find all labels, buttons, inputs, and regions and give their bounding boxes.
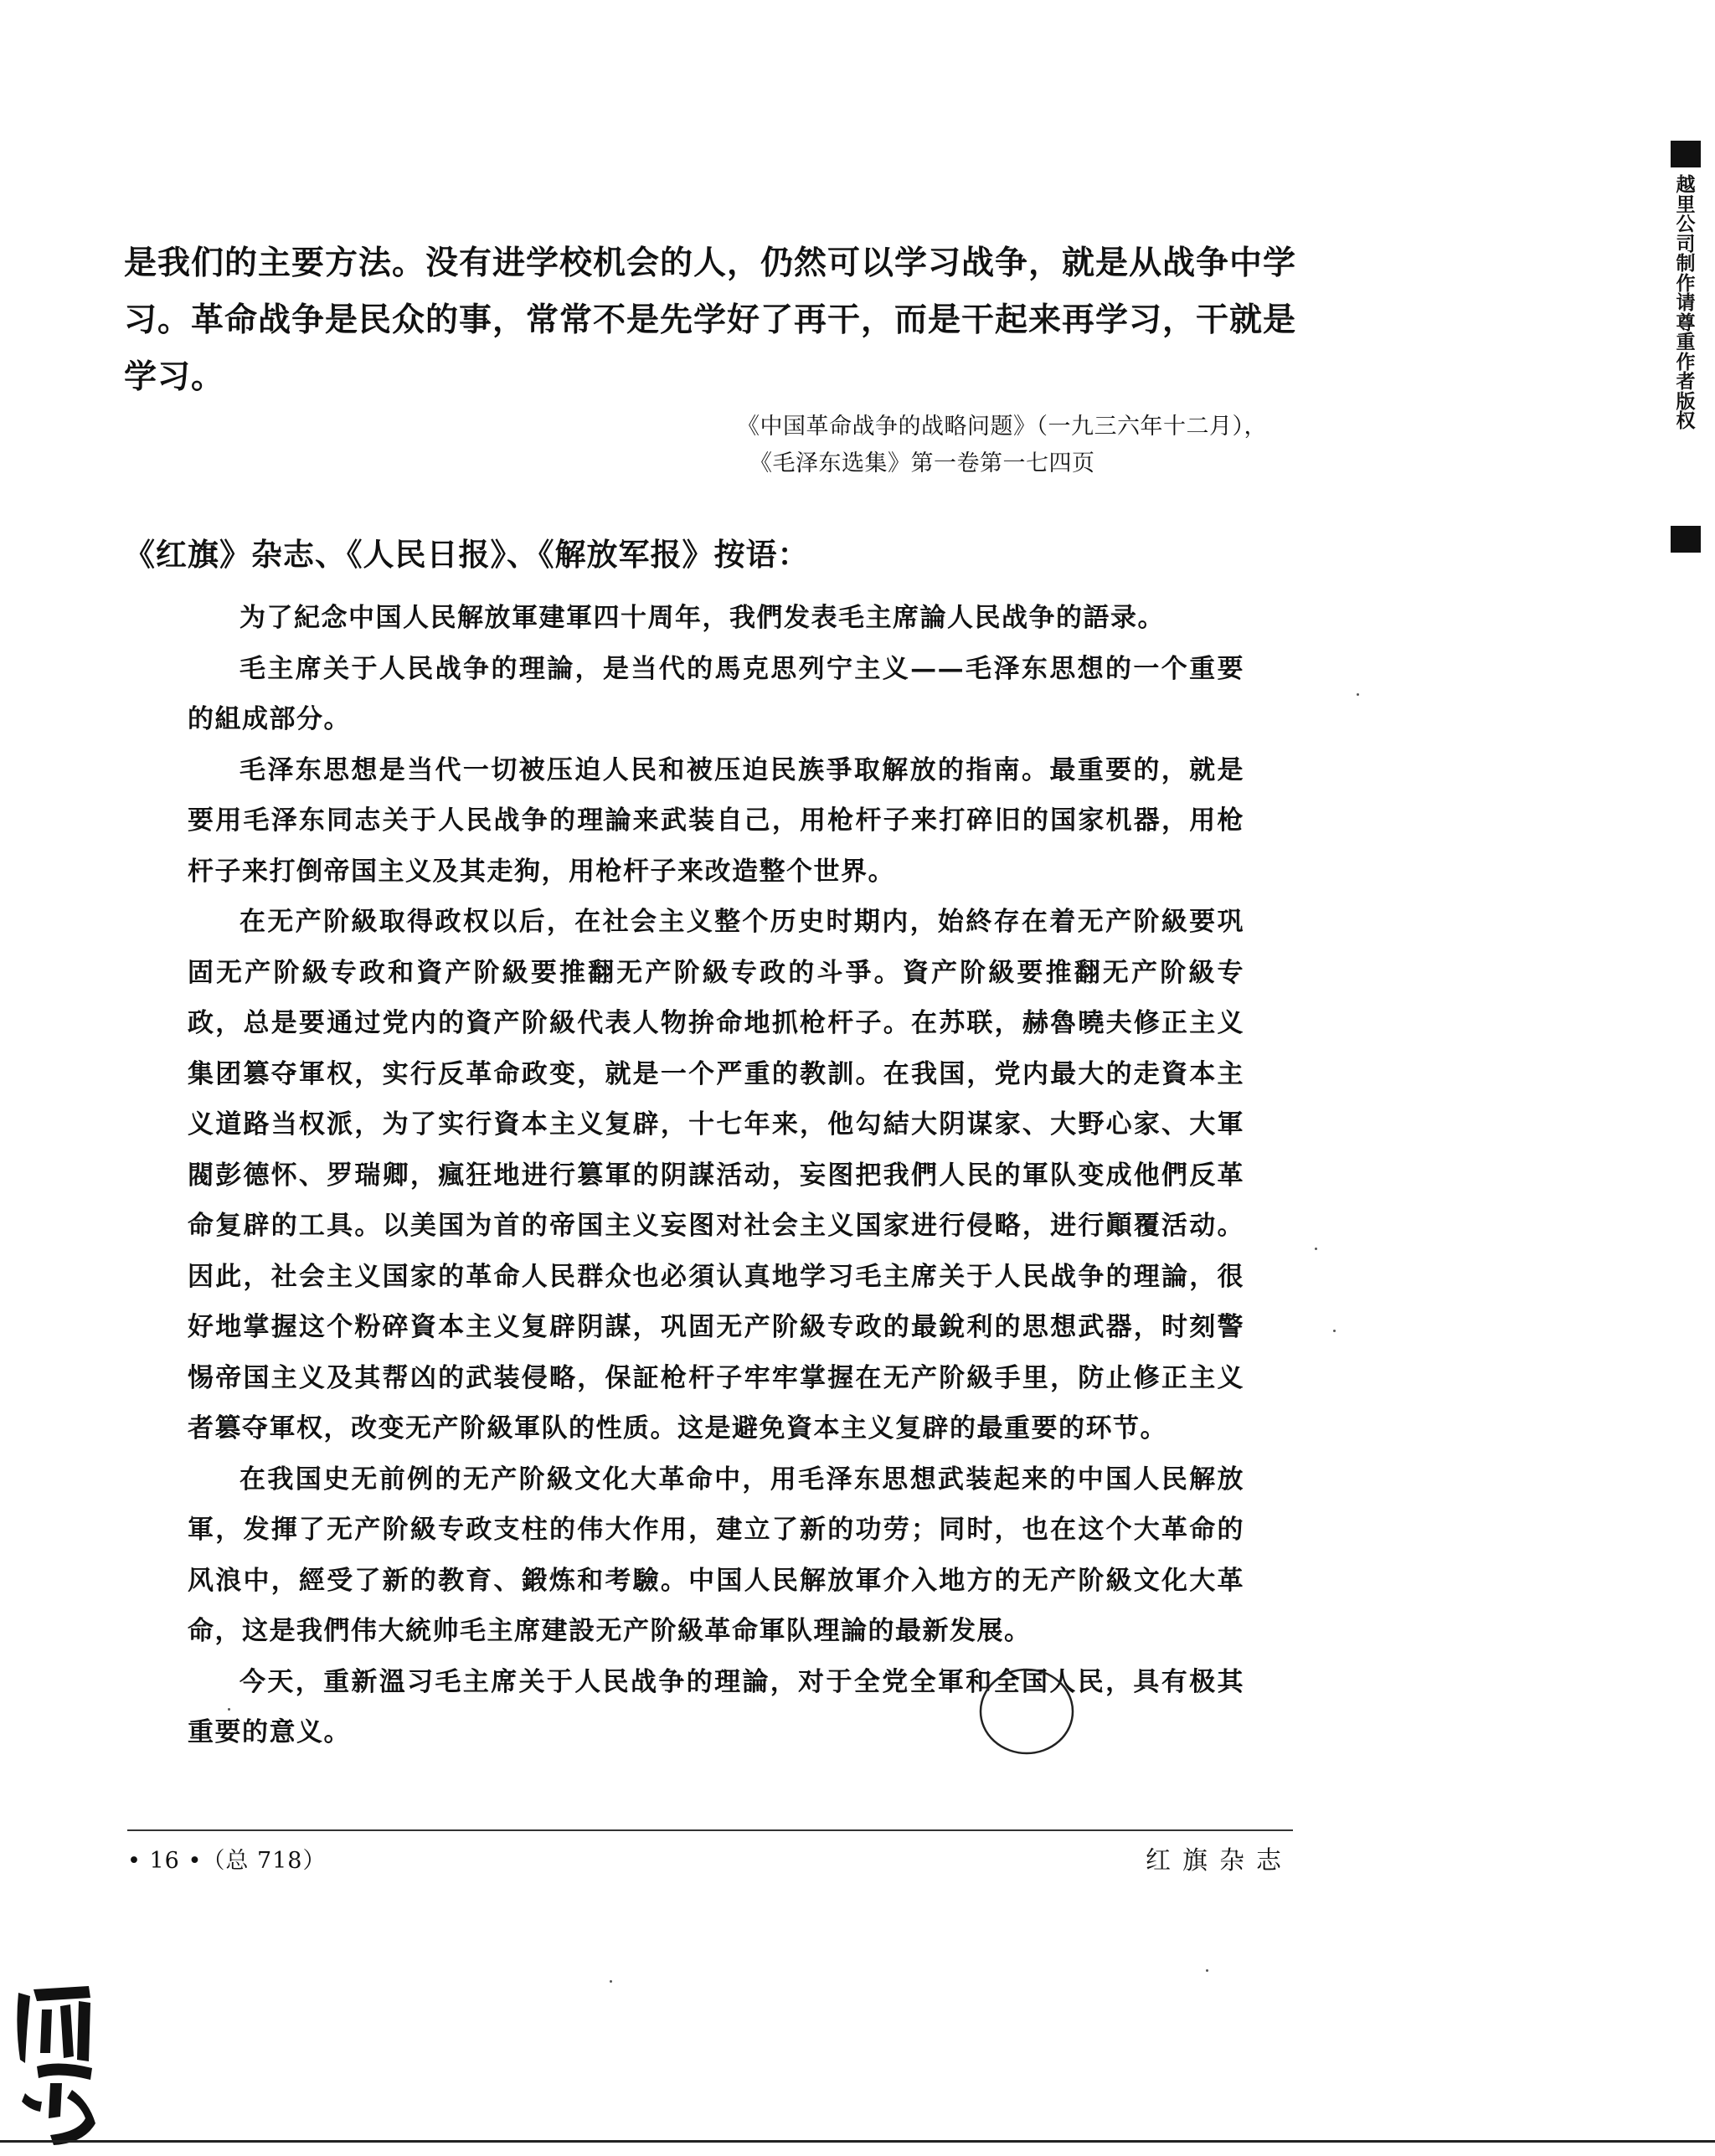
citation-line-1: 《中国革命战争的战略问题》（一九三六年十二月）， (737, 414, 1267, 440)
editorial-paragraph: 今天，重新溫习毛主席关于人民战争的理論，对于全党全軍和全国人民，具有极其重要的意义。 (188, 1666, 1244, 1747)
side-watermark: 越里公司制作请尊重作者版权 (1676, 174, 1696, 432)
editorial-note (188, 593, 1244, 1758)
editorial-paragraph: 在我国史无前例的无产阶級文化大革命中，用毛泽东思想武装起来的中国人民解放軍，发揮了无产阶級专政支柱的伟大作用，建立了新的功劳；同时，也在这个大革命的风浪中，經受了新的教育、鍛炼和考驗。中国人民解放軍介入地方的无产阶級文化大革命，这是我們伟大統帅毛主席建設无产阶級革命軍队理論的最新发展。 (188, 1464, 1244, 1646)
editorial-paragraph: 在无产阶級取得政权以后，在社会主义整个历史时期内，始終存在着无产阶級要巩固无产阶級专政和資产阶級要推翻无产阶級专政的斗爭。資产阶級要推翻无产阶級专政，总是要通过党内的資产阶級代表人物拚命地抓枪杆子。在苏联，赫魯曉夫修正主义集团篡夺軍权，实行反革命政变，就是一个严重的教訓。在我国，党内最大的走資本主义道路当权派，为了实行資本主义复辟，十七年来，他勾結大阴谋家、大野心家、大軍閥彭德怀、罗瑞卿，瘋狂地进行篡軍的阴謀活动，妄图把我們人民的軍队变成他們反革命复辟的工具。以美国为首的帝国主义妄图对社会主义国家进行侵略，进行顚覆活动。因此，社会主义国家的革命人民群众也必須认真地学习毛主席关于人民战争的理論，很好地掌握这个粉碎資本主义复辟阴謀，巩固无产阶級专政的最銳利的思想武器，时刻警惕帝国主义及其帮凶的武装侵略，保証枪杆子牢牢掌握在无产阶級手里，防止修正主义者篡夺軍权，改变无产阶級軍队的性质。这是避免資本主义复辟的最重要的环节。 (188, 907, 1244, 1443)
magazine-name: 红旗杂志 (1146, 1846, 1293, 1876)
editorial-paragraph: 为了紀念中国人民解放軍建軍四十周年，我們发表毛主席論人民战争的語录。 (239, 603, 1165, 633)
editorial-paragraph: 毛泽东思想是当代一切被压迫人民和被压迫民族爭取解放的指南。最重要的，就是要用毛泽东同志关于人民战争的理論来武装自己，用枪杆子来打碎旧的国家机器，用枪杆子来打倒帝国主义及其走狗，用枪杆子来改造整个世界。 (188, 754, 1244, 887)
top-paragraph: 是我们的主要方法。没有进学校机会的人，仍然可以学习战争，就是从战争中学习。革命战争是民众的事，常常不是先学好了再干，而是干起来再学习，干就是学习。 (124, 244, 1297, 396)
seal-stamp-icon (8, 1976, 109, 2152)
section-heading: 《红旗》杂志、《人民日报》、《解放军报》按语： (124, 537, 810, 573)
annotation-circle-icon (976, 1665, 1077, 1758)
watermark-bar-bottom (1671, 526, 1701, 553)
top-paragraph-block (124, 234, 1313, 405)
watermark-bar-top (1671, 141, 1701, 167)
editorial-paragraph: 毛主席关于人民战争的理論，是当代的馬克思列宁主义——毛泽东思想的一个重要的組成部分。 (188, 653, 1244, 734)
page-number: • 16 •（总 718） (127, 1848, 327, 1874)
citation-line-2: 《毛泽东选集》第一卷第一七四页 (749, 450, 1095, 476)
footer-rule (127, 1829, 1293, 1831)
scan-edge-line (0, 2140, 1715, 2143)
